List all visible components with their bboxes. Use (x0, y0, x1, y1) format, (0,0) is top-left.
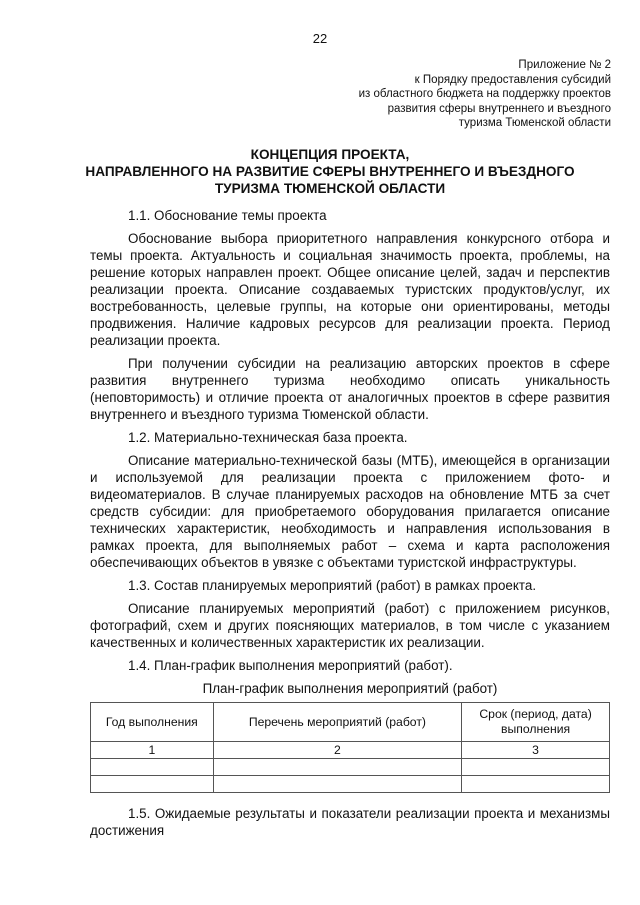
section-heading-1-1: 1.1. Обоснование темы проекта (128, 208, 327, 223)
table-cell (213, 776, 461, 793)
table-header-cell: Год выполнения (91, 703, 214, 742)
section-heading-1-4: 1.4. План-график выполнения мероприятий (работ). (128, 658, 453, 673)
document-title (70, 146, 590, 197)
appendix-line: к Порядку предоставления субсидий (414, 73, 611, 86)
schedule-table (90, 702, 610, 793)
paragraph: Обоснование выбора приоритетного направления конкурсного отбора и темы проекта. Актуальность и социальная значимость проекта, проблемы, на решение которых направлен проект. Общее описание целей, задач и перспектив реализации проекта. Описание создаваемых туристских продуктов/услуг, их востребованность, целевые группы, на которые они ориентированы, методы продвижения. Наличие кадровых ресурсов для реализации проекта. Период реализации проекта. (90, 231, 610, 348)
section-heading-1-3: 1.3. Состав планируемых мероприятий (работ) в рамках проекта. (128, 578, 537, 593)
section-heading-1-2: 1.2. Материально-техническая база проекта. (128, 430, 408, 445)
table-row (91, 776, 610, 793)
table-cell (91, 759, 214, 776)
table-header-row (91, 703, 610, 742)
table-header-cell: Перечень мероприятий (работ) (213, 703, 461, 742)
document-body (90, 207, 610, 845)
appendix-note (359, 58, 611, 131)
table-cell (213, 759, 461, 776)
title-line: НАПРАВЛЕННОГО НА РАЗВИТИЕ СФЕРЫ ВНУТРЕННЕГО И ВЪЕЗДНОГО (85, 164, 575, 179)
title-line: ТУРИЗМА ТЮМЕНСКОЙ ОБЛАСТИ (214, 181, 446, 196)
table-caption: План-график выполнения мероприятий (работ) (202, 681, 498, 696)
appendix-line: из областного бюджета на поддержку проектов (358, 88, 611, 100)
table-cell (462, 759, 610, 776)
table-cell: 1 (91, 742, 214, 759)
table-cell (91, 776, 214, 793)
table-header-cell: Срок (период, дата) выполнения (462, 703, 610, 742)
appendix-line: Приложение № 2 (518, 59, 611, 71)
section-heading-1-5: 1.5. Ожидаемые результаты и показатели реализации проекта и механизмы достижения (90, 806, 610, 838)
table-cell: 2 (213, 742, 461, 759)
page-number: 22 (312, 31, 328, 46)
paragraph: Описание планируемых мероприятий (работ) с приложением рисунков, фотографий, схем и других поясняющих материалов, в том числе с указанием качественных и количественных характеристик их реализации. (90, 601, 610, 650)
table-row (91, 759, 610, 776)
paragraph: При получении субсидии на реализацию авторских проектов в сфере развития внутреннего туризма необходимо описать уникальность (неповторимость) и отличие проекта от аналогичных проектов в сфере развития внутреннего и въездного туризма Тюменской области. (90, 356, 610, 422)
title-line: КОНЦЕПЦИЯ ПРОЕКТА, (250, 147, 410, 162)
table-number-row (91, 742, 610, 759)
table-cell: 3 (462, 742, 610, 759)
table-cell (462, 776, 610, 793)
appendix-line: туризма Тюменской области (458, 117, 611, 129)
appendix-line: развития сферы внутреннего и въездного (387, 102, 611, 115)
paragraph: Описание материально-технической базы (МТБ), имеющейся в организации и используемой для реализации проекта с приложением фото- и видеоматериалов. В случае планируемых расходов на обновление МТБ за счет средств субсидии: для приобретаемого оборудования прилагается описание технических характеристик, необходимость и направления использования в рамках проекта, для выполняемых работ – схема и карта расположения обеспечивающих объектов в увязке с объектами туристской инфраструктуры. (90, 453, 610, 570)
